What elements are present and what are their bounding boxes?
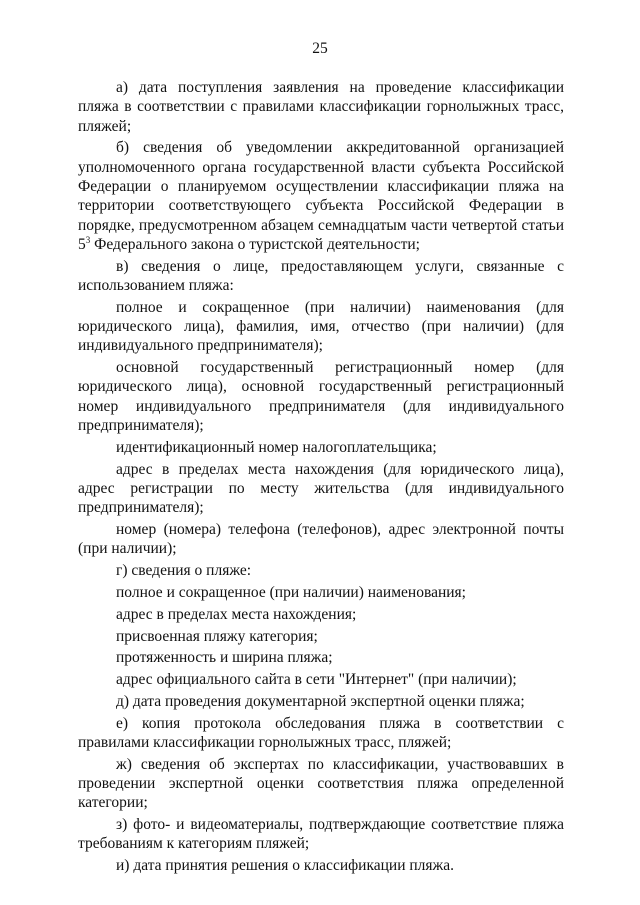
- paragraph-beach-address: адрес в пределах места нахождения;: [116, 605, 357, 623]
- paragraph-b-text-after: Федерального закона о туристской деятельности;: [90, 235, 420, 253]
- paragraph-g: г) сведения о пляже:: [116, 562, 252, 580]
- paragraph-a: а) дата поступления заявления на проведение классификации пляжа в соответствии с правилами классификации горнолыжных трасс, пляжей;: [78, 79, 564, 135]
- paragraph-website: адрес официального сайта в сети "Интернет" (при наличии);: [116, 671, 517, 689]
- paragraph-zh: ж) сведения об экспертах по классификации, участвовавших в проведении экспертной оценки соответствия пляжа определенной категории;: [78, 755, 564, 812]
- paragraph-e: е) копия протокола обследования пляжа в соответствии с правилами классификации горнолыжных трасс, пляжей;: [78, 714, 564, 751]
- paragraph-b: [78, 138, 564, 254]
- paragraph-i: и) дата принятия решения о классификации пляжа.: [116, 857, 455, 875]
- paragraph-address: адрес в пределах места нахождения (для юридического лица), адрес регистрации по месту жительства (для индивидуального предпринимателя);: [78, 460, 564, 517]
- paragraph-category: присвоенная пляжу категория;: [116, 627, 318, 645]
- paragraph-phone: номер (номера) телефона (телефонов), адрес электронной почты (при наличии);: [78, 521, 564, 558]
- paragraph-ogrn: основной государственный регистрационный номер (для юридического лица), основной государственный регистрационный номер индивидуального предпринимателя (для индивидуального предпринимателя);: [78, 359, 564, 435]
- page-number: 25: [312, 40, 328, 57]
- paragraph-d: д) дата проведения документарной экспертной оценки пляжа;: [116, 692, 525, 710]
- document-body: [78, 78, 564, 876]
- paragraph-length: протяженность и ширина пляжа;: [116, 649, 333, 667]
- paragraph-full-name: полное и сокращенное (при наличии) наименования (для юридического лица), фамилия, имя, отчество (при наличии) (для индивидуального предпринимателя);: [78, 298, 564, 355]
- paragraph-z: з) фото- и видеоматериалы, подтверждающие соответствие пляжа требованиям к категориям пляжей;: [78, 816, 564, 853]
- paragraph-v: в) сведения о лице, предоставляющем услуги, связанные с использованием пляжа:: [78, 257, 564, 294]
- paragraph-beach-name: полное и сокращенное (при наличии) наименования;: [116, 583, 466, 601]
- superscript: 3: [85, 234, 91, 245]
- paragraph-inn: идентификационный номер налогоплательщика;: [116, 438, 437, 456]
- paragraph-b-text: б) сведения об уведомлении аккредитованной организацией уполномоченного органа государственной власти субъекта Российской Федерации о планируемом осуществлении классификации пляжа на территории соответствующего субъекта Российской Федерации в порядке, предусмотренном абзацем семнадцатым части четвертой статьи 5: [78, 139, 564, 253]
